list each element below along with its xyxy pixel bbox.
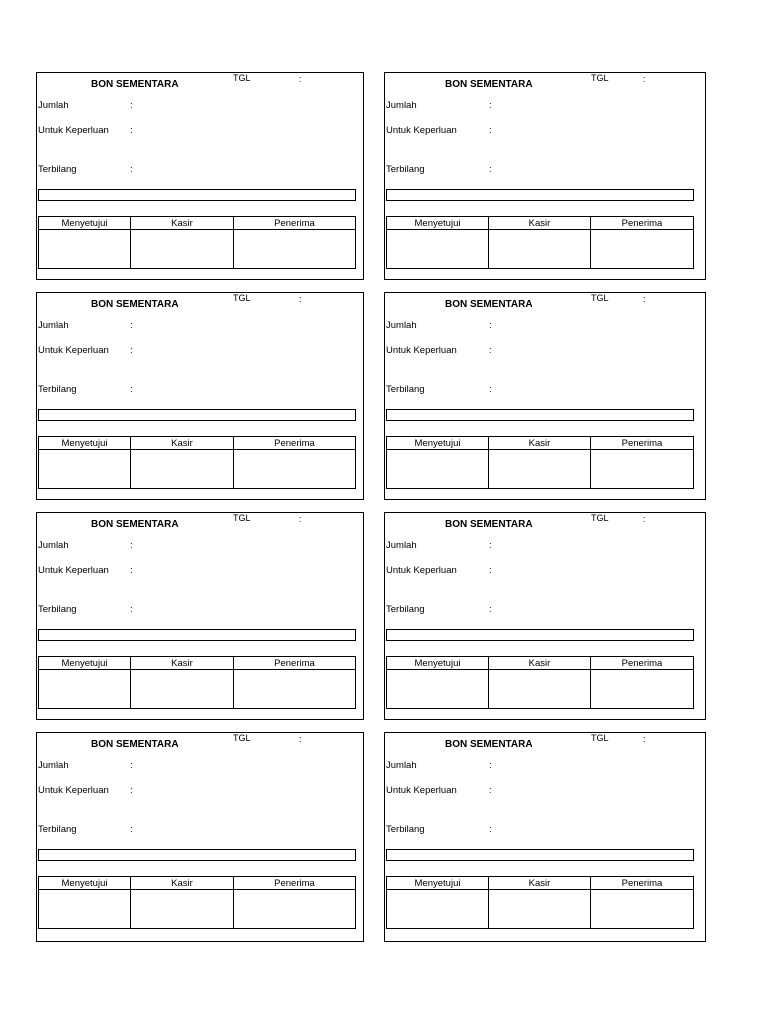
in-words-colon: : xyxy=(489,824,492,835)
purpose-label: Untuk Keperluan xyxy=(386,785,457,796)
voucher-5 xyxy=(36,512,364,720)
approver-header: Menyetujui xyxy=(387,217,489,230)
recipient-signature-cell[interactable] xyxy=(234,670,356,709)
purpose-label: Untuk Keperluan xyxy=(386,565,457,576)
date-colon: : xyxy=(643,734,646,744)
approver-signature-cell[interactable] xyxy=(39,230,131,269)
purpose-colon: : xyxy=(489,785,492,796)
in-words-colon: : xyxy=(130,164,133,175)
amount-label: Jumlah xyxy=(386,100,417,111)
voucher-6 xyxy=(384,512,706,720)
in-words-label: Terbilang xyxy=(386,824,425,835)
cashier-header: Kasir xyxy=(131,877,234,890)
amount-colon: : xyxy=(130,100,133,111)
in-words-colon: : xyxy=(489,384,492,395)
recipient-header: Penerima xyxy=(234,217,356,230)
in-words-colon: : xyxy=(130,824,133,835)
voucher-8 xyxy=(384,732,706,942)
purpose-label: Untuk Keperluan xyxy=(38,125,109,136)
amount-colon: : xyxy=(489,540,492,551)
cashier-signature-cell[interactable] xyxy=(489,890,591,929)
approver-header: Menyetujui xyxy=(387,877,489,890)
voucher-2 xyxy=(384,72,706,280)
date-label: TGL xyxy=(233,513,251,523)
cashier-header: Kasir xyxy=(489,217,591,230)
recipient-header: Penerima xyxy=(591,437,694,450)
signature-table xyxy=(38,876,356,929)
cashier-signature-cell[interactable] xyxy=(489,450,591,489)
purpose-label: Untuk Keperluan xyxy=(386,125,457,136)
recipient-signature-cell[interactable] xyxy=(591,670,694,709)
in-words-label: Terbilang xyxy=(38,604,77,615)
amount-colon: : xyxy=(489,760,492,771)
in-words-box[interactable] xyxy=(386,409,694,421)
approver-signature-cell[interactable] xyxy=(39,450,131,489)
amount-label: Jumlah xyxy=(38,760,69,771)
date-label: TGL xyxy=(233,733,251,743)
cashier-signature-cell[interactable] xyxy=(489,230,591,269)
approver-header: Menyetujui xyxy=(39,657,131,670)
date-label: TGL xyxy=(591,733,609,743)
amount-label: Jumlah xyxy=(38,100,69,111)
approver-signature-cell[interactable] xyxy=(387,230,489,269)
in-words-colon: : xyxy=(130,604,133,615)
recipient-signature-cell[interactable] xyxy=(591,890,694,929)
in-words-label: Terbilang xyxy=(386,384,425,395)
cashier-header: Kasir xyxy=(131,437,234,450)
date-label: TGL xyxy=(591,293,609,303)
recipient-signature-cell[interactable] xyxy=(591,450,694,489)
voucher-7 xyxy=(36,732,364,942)
date-label: TGL xyxy=(233,293,251,303)
date-colon: : xyxy=(299,74,302,84)
amount-label: Jumlah xyxy=(38,540,69,551)
approver-signature-cell[interactable] xyxy=(387,670,489,709)
cashier-signature-cell[interactable] xyxy=(131,230,234,269)
cashier-header: Kasir xyxy=(489,437,591,450)
date-colon: : xyxy=(299,514,302,524)
purpose-colon: : xyxy=(489,565,492,576)
approver-signature-cell[interactable] xyxy=(39,890,131,929)
signature-table xyxy=(38,656,356,709)
cashier-signature-cell[interactable] xyxy=(131,670,234,709)
recipient-header: Penerima xyxy=(234,437,356,450)
recipient-header: Penerima xyxy=(234,657,356,670)
voucher-title: BON SEMENTARA xyxy=(445,739,533,750)
approver-header: Menyetujui xyxy=(39,437,131,450)
in-words-label: Terbilang xyxy=(386,164,425,175)
voucher-1 xyxy=(36,72,364,280)
approver-signature-cell[interactable] xyxy=(387,890,489,929)
amount-colon: : xyxy=(130,760,133,771)
amount-colon: : xyxy=(130,540,133,551)
recipient-header: Penerima xyxy=(591,657,694,670)
in-words-colon: : xyxy=(489,604,492,615)
approver-signature-cell[interactable] xyxy=(39,670,131,709)
signature-table xyxy=(38,436,356,489)
in-words-label: Terbilang xyxy=(38,384,77,395)
cashier-signature-cell[interactable] xyxy=(489,670,591,709)
in-words-colon: : xyxy=(489,164,492,175)
purpose-colon: : xyxy=(130,125,133,136)
in-words-box[interactable] xyxy=(386,629,694,641)
amount-label: Jumlah xyxy=(386,320,417,331)
voucher-3 xyxy=(36,292,364,500)
recipient-signature-cell[interactable] xyxy=(234,450,356,489)
purpose-colon: : xyxy=(130,345,133,356)
voucher-title: BON SEMENTARA xyxy=(91,519,179,530)
amount-label: Jumlah xyxy=(386,540,417,551)
purpose-label: Untuk Keperluan xyxy=(38,785,109,796)
signature-table xyxy=(386,656,694,709)
date-label: TGL xyxy=(233,73,251,83)
amount-label: Jumlah xyxy=(38,320,69,331)
purpose-colon: : xyxy=(130,565,133,576)
signature-table xyxy=(38,216,356,269)
recipient-header: Penerima xyxy=(591,217,694,230)
recipient-signature-cell[interactable] xyxy=(234,230,356,269)
date-colon: : xyxy=(643,294,646,304)
signature-table xyxy=(386,216,694,269)
date-colon: : xyxy=(299,294,302,304)
recipient-header: Penerima xyxy=(234,877,356,890)
date-colon: : xyxy=(643,74,646,84)
cashier-header: Kasir xyxy=(131,657,234,670)
voucher-title: BON SEMENTARA xyxy=(445,519,533,530)
in-words-label: Terbilang xyxy=(38,164,77,175)
in-words-box[interactable] xyxy=(38,629,356,641)
amount-label: Jumlah xyxy=(386,760,417,771)
voucher-title: BON SEMENTARA xyxy=(91,739,179,750)
recipient-header: Penerima xyxy=(591,877,694,890)
date-colon: : xyxy=(299,734,302,744)
amount-colon: : xyxy=(130,320,133,331)
approver-header: Menyetujui xyxy=(387,657,489,670)
in-words-box[interactable] xyxy=(38,409,356,421)
voucher-title: BON SEMENTARA xyxy=(445,299,533,310)
cashier-signature-cell[interactable] xyxy=(131,450,234,489)
in-words-box[interactable] xyxy=(38,189,356,201)
purpose-colon: : xyxy=(130,785,133,796)
cashier-signature-cell[interactable] xyxy=(131,890,234,929)
cashier-header: Kasir xyxy=(489,877,591,890)
voucher-title: BON SEMENTARA xyxy=(445,79,533,90)
amount-colon: : xyxy=(489,320,492,331)
approver-header: Menyetujui xyxy=(39,217,131,230)
date-label: TGL xyxy=(591,513,609,523)
cashier-header: Kasir xyxy=(489,657,591,670)
signature-table xyxy=(386,436,694,489)
recipient-signature-cell[interactable] xyxy=(234,890,356,929)
in-words-box[interactable] xyxy=(386,849,694,861)
purpose-label: Untuk Keperluan xyxy=(386,345,457,356)
approver-header: Menyetujui xyxy=(387,437,489,450)
in-words-box[interactable] xyxy=(386,189,694,201)
recipient-signature-cell[interactable] xyxy=(591,230,694,269)
date-label: TGL xyxy=(591,73,609,83)
approver-signature-cell[interactable] xyxy=(387,450,489,489)
in-words-label: Terbilang xyxy=(38,824,77,835)
in-words-box[interactable] xyxy=(38,849,356,861)
cashier-header: Kasir xyxy=(131,217,234,230)
purpose-colon: : xyxy=(489,345,492,356)
purpose-colon: : xyxy=(489,125,492,136)
signature-table xyxy=(386,876,694,929)
amount-colon: : xyxy=(489,100,492,111)
approver-header: Menyetujui xyxy=(39,877,131,890)
date-colon: : xyxy=(643,514,646,524)
voucher-title: BON SEMENTARA xyxy=(91,79,179,90)
purpose-label: Untuk Keperluan xyxy=(38,345,109,356)
in-words-colon: : xyxy=(130,384,133,395)
voucher-title: BON SEMENTARA xyxy=(91,299,179,310)
in-words-label: Terbilang xyxy=(386,604,425,615)
purpose-label: Untuk Keperluan xyxy=(38,565,109,576)
voucher-4 xyxy=(384,292,706,500)
